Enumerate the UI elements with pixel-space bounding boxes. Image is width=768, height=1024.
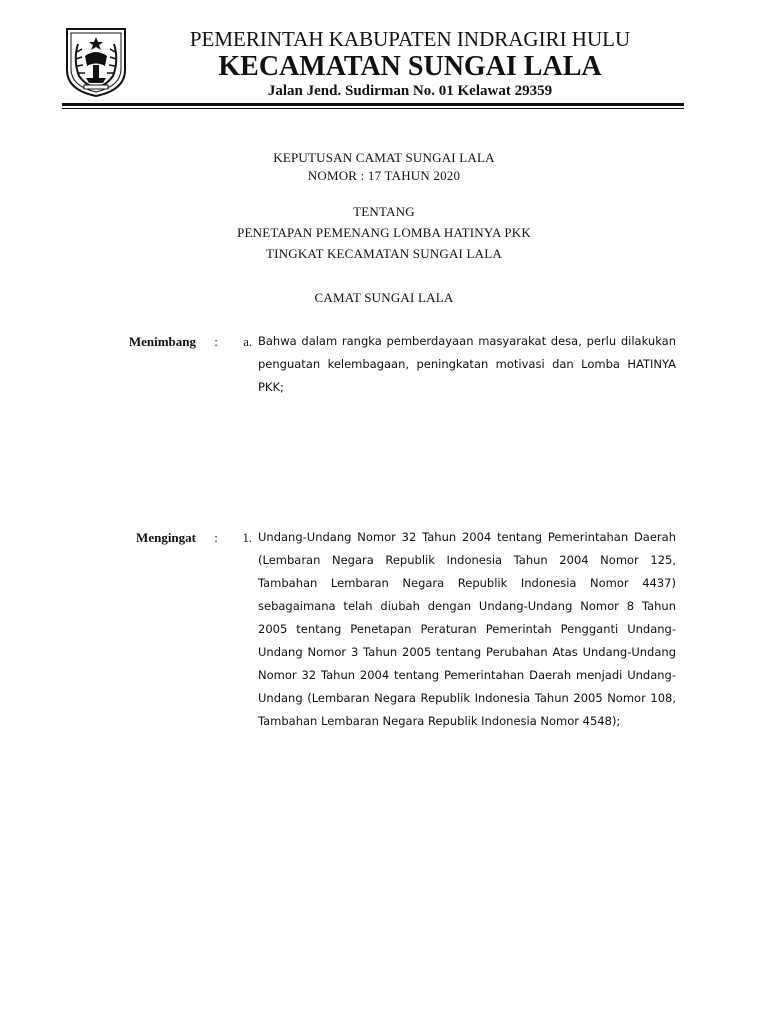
menimbang-label: Menimbang — [128, 334, 196, 349]
tentang-heading: TENTANG — [353, 204, 415, 219]
menimbang-colon: : — [214, 334, 218, 349]
decree-number: NOMOR : 17 TAHUN 2020 — [307, 168, 461, 183]
district-name: KECAMATAN SUNGAI LALA — [218, 51, 602, 82]
list-item-text: Bahwa dalam rangka pemberdayaan masyarakat desa, perlu dilakukan penguatan kelembagaan, peningkatan motivasi dan Lomba HATINYA PKK; — [258, 334, 676, 394]
mengingat-label: Mengingat — [136, 530, 196, 545]
decree-subject-line-2: TINGKAT KECAMATAN SUNGAI LALA — [266, 246, 502, 261]
issuer-heading: CAMAT SUNGAI LALA — [314, 290, 454, 305]
list-marker: a. — [243, 335, 252, 349]
decree-subject-line-1: PENETAPAN PEMENANG LOMBA HATINYA PKK — [237, 225, 531, 240]
list-item-text: Undang-Undang Nomor 32 Tahun 2004 tentang Pemerintahan Daerah (Lembaran Negara Republik Indonesia Tahun 2004 Nomor 125, Tambahan Lembaran Negara Republik Indonesia Nomor 4437) sebagaimana telah diubah dengan Undang-Undang Nomor 8 Tahun 2005 tentang Penetapan Peraturan Pemerintah Pengganti Undang-Undang Nomor 3 Tahun 2005 tentang Perubahan Atas Undang-Undang Nomor 32 Tahun 2004 tentang Pemerintahan Daerah menjadi Undang-Undang (Lembaran Negara Republik Indonesia Tahun 2005 Nomor 108, Tambahan Lembaran Negara Republik Indonesia Nomor 4548); — [258, 530, 676, 728]
list-marker: 1. — [242, 531, 252, 545]
letterhead-rule-thin — [62, 108, 684, 109]
regency-crest-logo — [64, 26, 128, 98]
mengingat-colon: : — [214, 530, 218, 545]
office-address: Jalan Jend. Sudirman No. 01 Kelawat 29359 — [267, 83, 553, 99]
letterhead-rule-thick — [62, 103, 684, 106]
government-name: PEMERINTAH KABUPATEN INDRAGIRI HULU — [189, 27, 631, 51]
decree-title: KEPUTUSAN CAMAT SUNGAI LALA — [273, 150, 495, 165]
